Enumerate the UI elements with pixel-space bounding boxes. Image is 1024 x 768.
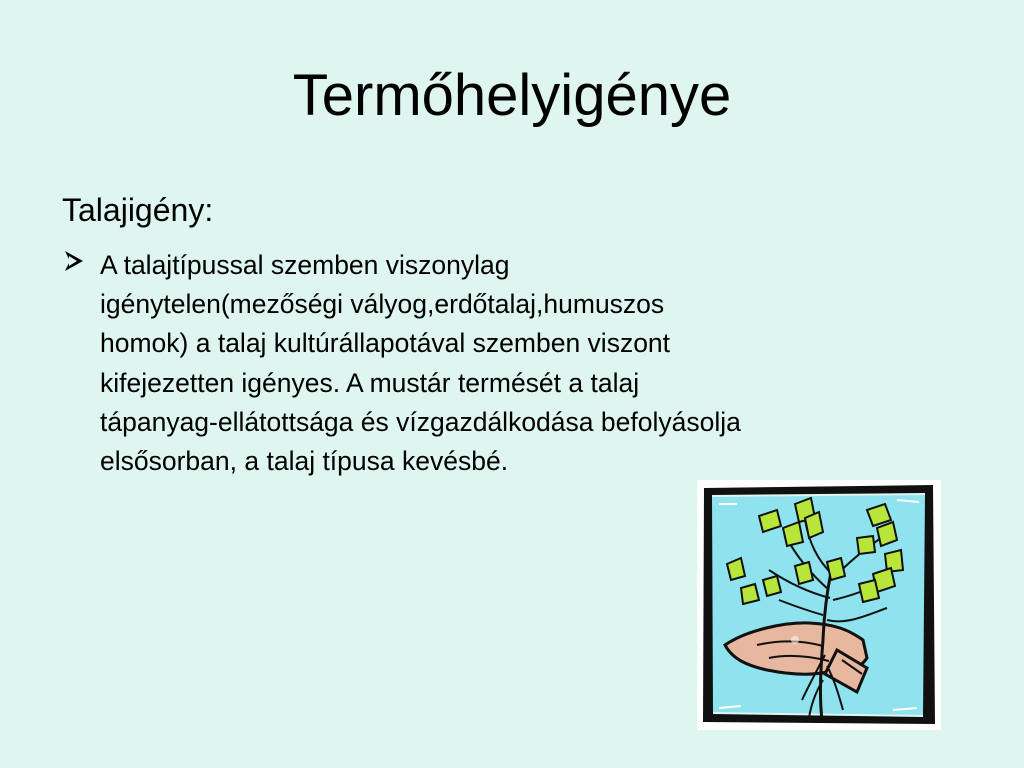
arrowhead-bullet-icon [62,249,86,273]
hand-holding-seedling-clipart [697,480,941,730]
bullet-text: A talajtípussal szemben viszonylag igénytelen(mezőségi vályog,erdőtalaj,humuszos homok) a talaj kultúrállapotával szemben viszont kifejezetten igényes. A mustár termését a talaj tápanyag-ellátottsága és vízgazdálkodása befolyásolja elsősorban, a talaj típusa kevésbé. [100,250,741,477]
subheading: Talajigény: [62,192,214,228]
slide-title: Termőhelyigénye [292,63,732,128]
bullet-item [62,246,942,481]
